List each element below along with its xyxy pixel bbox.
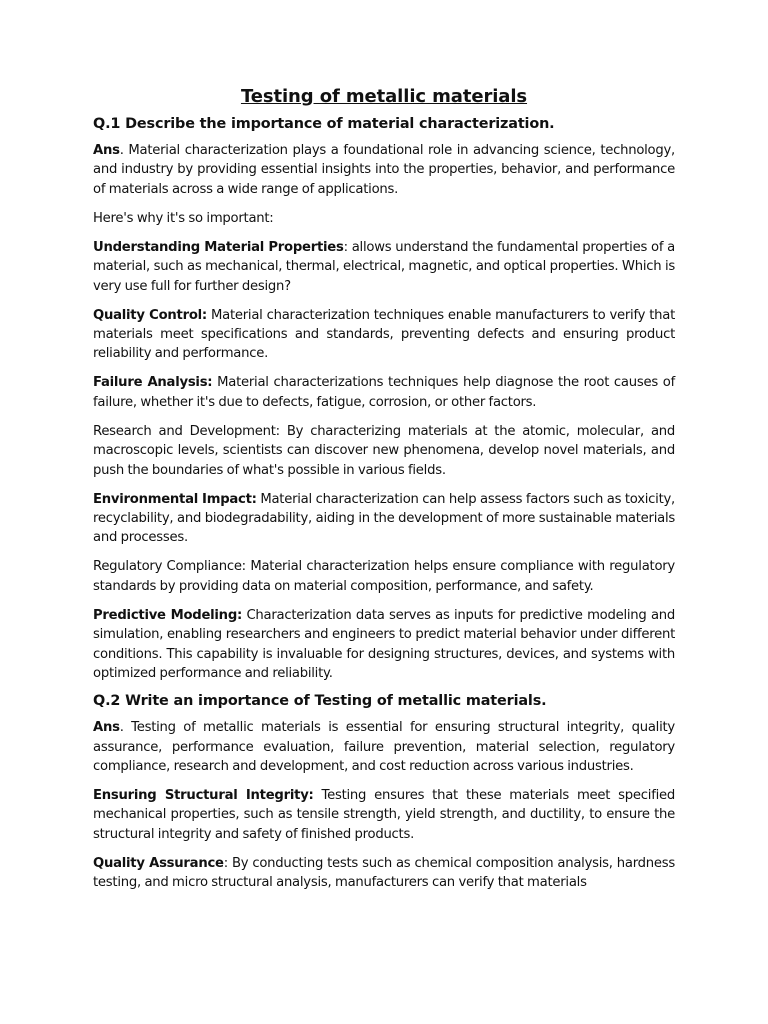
point-heading: Quality Assurance (93, 855, 224, 871)
q1-answer-text: . Material characterization plays a foundational role in advancing science, technology, and industry by providing essential insights into the properties, behavior, and performance of materials across a wide range of applications. (93, 143, 675, 197)
question-1-heading: Q.1 Describe the importance of material characterization. (93, 116, 555, 132)
q1-intro-paragraph: Here's why it's so important: (93, 210, 274, 226)
point-text: Material characterization can help assess factors such as toxicity, recyclability, and biodegradability, aiding in the development of more sustainable materials and processes. (93, 491, 675, 546)
q1-point-failure-analysis (93, 373, 675, 412)
point-text: Regulatory Compliance: Material characterization helps ensure compliance with regulatory standards by providing data on material composition, performance, and safety. (93, 559, 675, 594)
q1-point-environmental (93, 490, 675, 548)
q1-answer-paragraph (93, 141, 675, 199)
point-text: : By conducting tests such as chemical composition analysis, hardness testing, and micro structural analysis, manufacturers can verify that materials (93, 855, 675, 891)
q1-point-understanding (93, 238, 675, 296)
point-text: Testing ensures that these materials meet specified mechanical properties, such as tensile strength, yield strength, and ductility, to ensure the structural integrity and safety of finished products. (93, 787, 675, 842)
point-heading: Predictive Modeling: (93, 607, 243, 623)
q2-answer-label: Ans (93, 720, 120, 736)
point-heading: Ensuring Structural Integrity: (93, 787, 314, 803)
point-text: Research and Development: By characterizing materials at the atomic, molecular, and macroscopic levels, scientists can discover new phenomena, develop novel materials, and push the boundaries of what's possible in various fields. (93, 423, 675, 478)
point-text: Material characterizations techniques help diagnose the root causes of failure, whether it's due to defects, fatigue, corrosion, or other factors. (93, 375, 675, 410)
point-heading: Environmental Impact: (93, 491, 257, 507)
document-page (93, 86, 675, 902)
document-title: Testing of metallic materials (240, 86, 528, 107)
q2-point-structural-integrity (93, 786, 675, 844)
point-text: Characterization data serves as inputs for predictive modeling and simulation, enabling researchers and engineers to predict material behavior under different conditions. This capability is invaluable for designing structures, devices, and systems with optimized performance and reliability. (93, 607, 675, 682)
point-text: : allows understand the fundamental properties of a material, such as mechanical, thermal, electrical, magnetic, and optical properties. Which is very use full for further design? (93, 239, 675, 294)
q1-point-quality-control (93, 306, 675, 364)
q1-answer-label: Ans (93, 143, 120, 158)
point-text: Material characterization techniques enable manufacturers to verify that materials meet specifications and standards, preventing defects and ensuring product reliability and performance. (93, 307, 675, 362)
point-heading: Failure Analysis: (93, 375, 213, 391)
q1-point-predictive (93, 606, 675, 684)
q2-answer-text: . Testing of metallic materials is essential for ensuring structural integrity, quality assurance, performance evaluation, failure prevention, material selection, regulatory compliance, research and development, and cost reduction across various industries. (93, 720, 675, 774)
point-heading: Quality Control: (93, 307, 207, 323)
q1-point-research (93, 422, 675, 480)
question-2-heading: Q.2 Write an importance of Testing of metallic materials. (93, 693, 547, 710)
q2-point-quality-assurance (93, 854, 675, 893)
point-heading: Understanding Material Properties (93, 239, 344, 255)
q2-answer-paragraph (93, 718, 675, 776)
q1-point-regulatory (93, 557, 675, 596)
